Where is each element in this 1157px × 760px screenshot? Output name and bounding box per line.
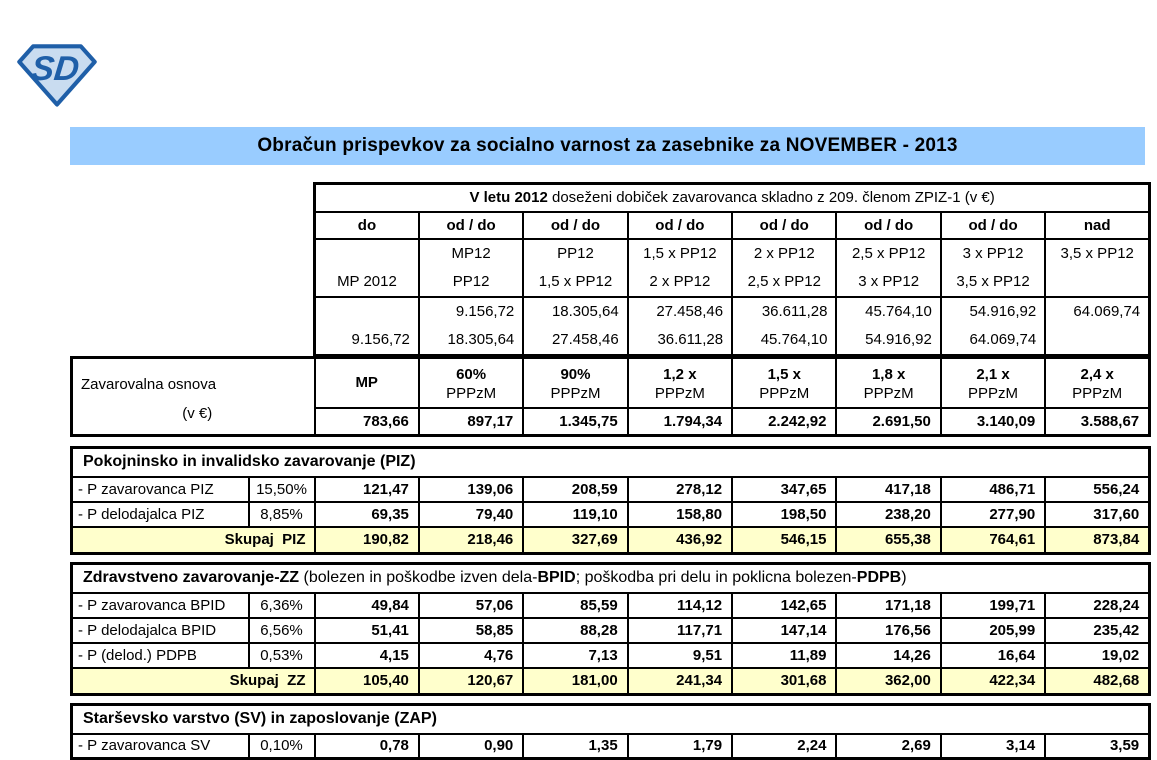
range-cell: od / do <box>941 212 1045 239</box>
contribution-value: 14,26 <box>836 643 940 668</box>
contribution-value: 4,15 <box>315 643 419 668</box>
base-multiplier-row <box>72 358 1150 408</box>
range-cell: od / do <box>628 212 732 239</box>
range-bounds-row <box>315 239 1150 297</box>
contribution-value: 317,60 <box>1045 502 1149 527</box>
multiplier-cell: 1,2 x PPPzM <box>628 358 732 408</box>
total-value: 655,38 <box>836 527 940 554</box>
contribution-value: 4,76 <box>419 643 523 668</box>
section-title-segment: (bolezen in poškodbe izven dela- <box>303 569 538 587</box>
base-value-cell: 2.242,92 <box>732 408 836 436</box>
multiplier-cell: 1,8 x PPPzM <box>836 358 940 408</box>
base-value-cell: 3.140,09 <box>941 408 1045 436</box>
contribution-value: 556,24 <box>1045 477 1149 502</box>
total-value: 362,00 <box>836 668 940 695</box>
contribution-label: - P zavarovanca SV <box>72 734 249 759</box>
total-row <box>72 527 1150 554</box>
contribution-value: 171,18 <box>836 593 940 618</box>
contribution-value: 238,20 <box>836 502 940 527</box>
total-value: 327,69 <box>523 527 627 554</box>
contribution-row <box>72 477 1150 502</box>
multiplier-cell: MP <box>315 358 419 408</box>
section-header-row <box>72 705 1150 734</box>
title-bar <box>70 127 1145 165</box>
total-value: 105,40 <box>315 668 419 695</box>
contribution-value: 1,79 <box>628 734 732 759</box>
boundval-cell: 54.916,92 64.069,74 <box>941 297 1045 356</box>
bound-cell: 2 x PP12 2,5 x PP12 <box>732 239 836 297</box>
contribution-value: 3,59 <box>1045 734 1149 759</box>
contribution-value: 85,59 <box>523 593 627 618</box>
contribution-row <box>72 502 1150 527</box>
boundval-cell: 18.305,64 27.458,46 <box>523 297 627 356</box>
section-title-segment: PDPB <box>856 569 902 587</box>
insurance-base-table <box>70 356 1151 437</box>
multiplier-cell: 1,5 x PPPzM <box>732 358 836 408</box>
profit-caption-row <box>315 184 1150 212</box>
contribution-rate: 0,53% <box>249 643 315 668</box>
multiplier-cell: 60% PPPzM <box>419 358 523 408</box>
boundval-cell: 36.611,28 45.764,10 <box>732 297 836 356</box>
bound-cell: 3 x PP12 3,5 x PP12 <box>941 239 1045 297</box>
contribution-value: 3,14 <box>941 734 1045 759</box>
total-value: 190,82 <box>315 527 419 554</box>
contribution-value: 139,06 <box>419 477 523 502</box>
total-value: 546,15 <box>732 527 836 554</box>
contribution-value: 51,41 <box>315 618 419 643</box>
contribution-value: 119,10 <box>523 502 627 527</box>
contribution-rate: 8,85% <box>249 502 315 527</box>
multiplier-cell: 2,4 x PPPzM <box>1045 358 1149 408</box>
contribution-label: - P zavarovanca PIZ <box>72 477 249 502</box>
contribution-label: - P zavarovanca BPID <box>72 593 249 618</box>
bound-cell: 1,5 x PP12 2 x PP12 <box>628 239 732 297</box>
total-value: 482,68 <box>1045 668 1150 695</box>
contribution-label: - P delodajalca PIZ <box>72 502 249 527</box>
contribution-value: 1,35 <box>523 734 627 759</box>
total-value: 218,46 <box>419 527 523 554</box>
base-value-cell: 1.794,34 <box>628 408 732 436</box>
contribution-value: 486,71 <box>941 477 1045 502</box>
boundval-cell: 9.156,72 18.305,64 <box>419 297 523 356</box>
section-title-segment: Pokojninsko in invalidsko zavarovanje (PIZ) <box>83 453 416 471</box>
contribution-value: 69,35 <box>315 502 419 527</box>
contribution-label: - P delodajalca BPID <box>72 618 249 643</box>
contribution-row <box>72 643 1150 668</box>
base-label: Zavarovalna osnova <box>81 376 217 393</box>
contribution-value: 117,71 <box>628 618 732 643</box>
contribution-value: 2,69 <box>836 734 940 759</box>
section-title-segment: Zdravstveno zavarovanje-ZZ <box>83 569 304 587</box>
range-cell: od / do <box>523 212 627 239</box>
contribution-value: 208,59 <box>523 477 627 502</box>
profit-ranges-table <box>313 182 1151 357</box>
contribution-row <box>72 593 1150 618</box>
section-title <box>72 564 1150 593</box>
contribution-value: 58,85 <box>419 618 523 643</box>
range-cell: do <box>315 212 419 239</box>
section-title-segment: ; poškodba pri delu in poklicna bolezen- <box>575 569 857 587</box>
contribution-row <box>72 734 1150 759</box>
contribution-value: 158,80 <box>628 502 732 527</box>
sd-shield-logo <box>16 42 98 108</box>
total-label: Skupaj ZZ <box>72 668 315 695</box>
contribution-value: 49,84 <box>315 593 419 618</box>
contribution-label: - P (delod.) PDPB <box>72 643 249 668</box>
contribution-value: 0,90 <box>419 734 523 759</box>
bound-cell: 2,5 x PP12 3 x PP12 <box>836 239 940 297</box>
base-value-cell: 897,17 <box>419 408 523 436</box>
contribution-value: 114,12 <box>628 593 732 618</box>
contribution-value: 9,51 <box>628 643 732 668</box>
bound-cell: 3,5 x PP12 <box>1045 239 1149 297</box>
section-table <box>70 703 1151 760</box>
contribution-rate: 6,36% <box>249 593 315 618</box>
base-unit: (v €) <box>182 405 213 422</box>
contribution-rate: 6,56% <box>249 618 315 643</box>
contribution-value: 347,65 <box>732 477 836 502</box>
base-value-cell: 783,66 <box>315 408 419 436</box>
contribution-value: 228,24 <box>1045 593 1150 618</box>
profit-caption: V letu 2012 doseženi dobiček zavarovanca skladno z 209. členom ZPIZ-1 (v €) <box>315 184 1150 212</box>
section-header-row <box>72 448 1150 477</box>
range-cell: od / do <box>732 212 836 239</box>
base-label-cell <box>72 358 315 436</box>
total-value: 301,68 <box>732 668 836 695</box>
contribution-value: 277,90 <box>941 502 1045 527</box>
multiplier-cell: 90% PPPzM <box>523 358 627 408</box>
boundval-cell: 64.069,74 <box>1045 297 1149 356</box>
contribution-value: 121,47 <box>315 477 419 502</box>
range-cell: od / do <box>419 212 523 239</box>
range-cell: od / do <box>836 212 940 239</box>
section-sv-zap <box>70 703 1151 760</box>
base-value-cell: 3.588,67 <box>1045 408 1149 436</box>
range-labels-row <box>315 212 1150 239</box>
section-title <box>72 705 1150 734</box>
total-label: Skupaj PIZ <box>72 527 315 554</box>
contribution-value: 176,56 <box>836 618 940 643</box>
range-values-row <box>315 297 1150 356</box>
contribution-value: 198,50 <box>732 502 836 527</box>
contribution-value: 16,64 <box>941 643 1045 668</box>
contribution-value: 79,40 <box>419 502 523 527</box>
contribution-value: 19,02 <box>1045 643 1150 668</box>
total-value: 241,34 <box>628 668 732 695</box>
range-cell: nad <box>1045 212 1149 239</box>
section-title-segment: BPID <box>537 569 576 587</box>
bound-cell: MP 2012 <box>315 239 419 297</box>
boundval-cell: 45.764,10 54.916,92 <box>836 297 940 356</box>
contribution-rate: 0,10% <box>249 734 315 759</box>
section-piz <box>70 446 1151 555</box>
section-table <box>70 446 1151 555</box>
total-value: 873,84 <box>1045 527 1149 554</box>
multiplier-cell: 2,1 x PPPzM <box>941 358 1045 408</box>
bound-cell: PP12 1,5 x PP12 <box>523 239 627 297</box>
base-value-cell: 1.345,75 <box>523 408 627 436</box>
total-value: 436,92 <box>628 527 732 554</box>
section-title-segment: Starševsko varstvo (SV) in zaposlovanje (ZAP) <box>83 710 437 728</box>
contribution-row <box>72 618 1150 643</box>
boundval-cell: 27.458,46 36.611,28 <box>628 297 732 356</box>
section-title-segment: ) <box>901 569 907 587</box>
bound-cell: MP12 PP12 <box>419 239 523 297</box>
contribution-value: 142,65 <box>732 593 836 618</box>
total-value: 120,67 <box>419 668 523 695</box>
boundval-cell: 9.156,72 <box>315 297 419 356</box>
section-zz <box>70 562 1151 696</box>
section-header-row <box>72 564 1150 593</box>
total-value: 422,34 <box>941 668 1045 695</box>
contribution-value: 7,13 <box>523 643 627 668</box>
logo-letters: SD <box>29 50 82 88</box>
contribution-value: 278,12 <box>628 477 732 502</box>
contribution-value: 199,71 <box>941 593 1045 618</box>
contribution-value: 0,78 <box>315 734 419 759</box>
contribution-value: 88,28 <box>523 618 627 643</box>
base-value-cell: 2.691,50 <box>836 408 940 436</box>
page-title: Obračun prispevkov za socialno varnost za zasebnike za NOVEMBER - 2013 <box>257 135 958 156</box>
contribution-value: 205,99 <box>941 618 1045 643</box>
total-value: 181,00 <box>523 668 627 695</box>
contribution-value: 2,24 <box>732 734 836 759</box>
section-table <box>70 562 1151 696</box>
section-title <box>72 448 1150 477</box>
total-row <box>72 668 1150 695</box>
contribution-value: 417,18 <box>836 477 940 502</box>
contribution-value: 235,42 <box>1045 618 1150 643</box>
contribution-value: 147,14 <box>732 618 836 643</box>
total-value: 764,61 <box>941 527 1045 554</box>
contribution-value: 57,06 <box>419 593 523 618</box>
contribution-value: 11,89 <box>732 643 836 668</box>
contribution-rate: 15,50% <box>249 477 315 502</box>
